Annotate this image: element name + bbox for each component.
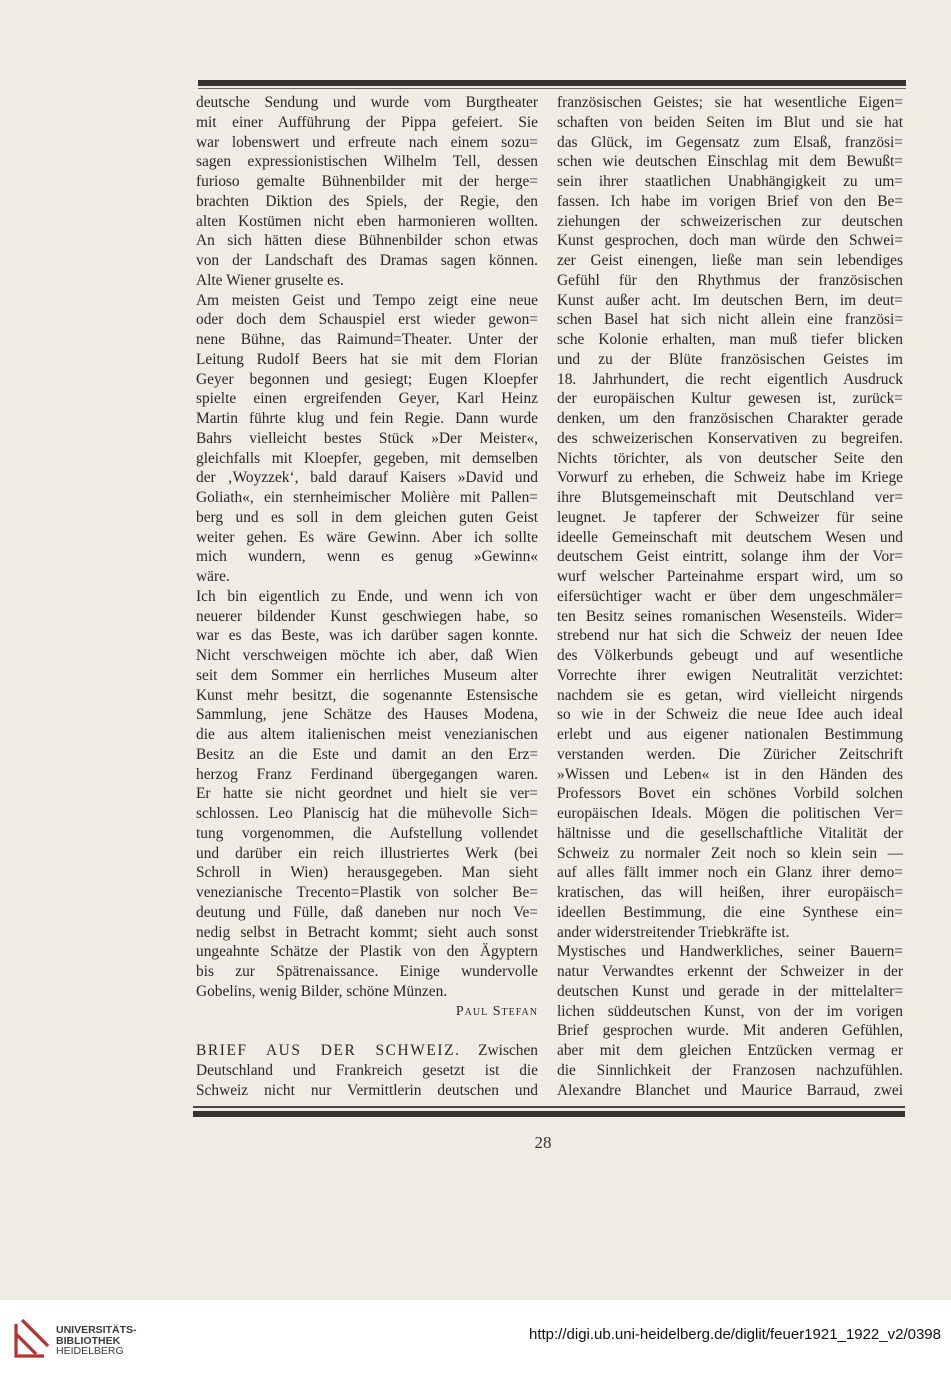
text-line: wurf welscher Parteinahme erspart wird, um so bbox=[557, 568, 903, 585]
text-line: Er hatte sie nicht geordnet und hielt sie ver= bbox=[196, 785, 538, 803]
text-line: nedig selbst in Betracht kommt; sieht auch sonst bbox=[196, 923, 538, 941]
text-line: französischen Geistes; sie hat wesentliche Eigen= bbox=[557, 94, 903, 111]
text-line: Kunst mehr besitzt, die sogenannte Estensische bbox=[196, 686, 538, 704]
text-line: Goliath«, ein sternheimischer Molière mit Pallen= bbox=[196, 489, 538, 506]
text-line: Vorrechte ihrer ewigen Neutralität verzichtet: bbox=[557, 666, 903, 684]
library-name-line: UNIVERSITÄTS- bbox=[56, 1324, 137, 1336]
text-line: Leitung Rudolf Beers hat sie mit dem Florian bbox=[196, 350, 538, 368]
text-line: furioso gemalte Bühnenbilder mit der herge= bbox=[196, 173, 538, 190]
text-line: leugnet. Je tapferer der Schweizer für seine bbox=[557, 508, 903, 526]
text-line: Gefühl für den Rhythmus der französischen bbox=[557, 271, 903, 289]
text-line: europäischen Ideals. Mögen die politischen Ver= bbox=[557, 805, 903, 822]
text-line: Brief gesprochen wurde. Mit anderen Gefühlen, bbox=[557, 1022, 903, 1040]
top-rule bbox=[198, 80, 906, 86]
text-line: Ich bin eigentlich zu Ende, und wenn ich von bbox=[196, 587, 538, 605]
text-line: des schweizerischen Konservativen zu begreifen. bbox=[557, 429, 903, 447]
library-logo-icon bbox=[10, 1318, 50, 1362]
text-line: sche Kolonie erhalten, man muß tiefer blicken bbox=[557, 331, 903, 348]
right-column bbox=[557, 93, 903, 1100]
text-line: das Glück, im Gegensatz zum Elsaß, französi= bbox=[557, 133, 903, 151]
text-line: Schweiz zu normaler Zeit noch so klein sein — bbox=[557, 844, 903, 862]
text-line: die Sinnlichkeit der Franzosen nachzufühlen. bbox=[557, 1061, 903, 1079]
viewer-footer bbox=[0, 1300, 951, 1380]
text-line: natur Verwandtes erkennt der Schweizer in der bbox=[557, 963, 903, 980]
text-line: zer Geist einengen, ließe man sein lebendiges bbox=[557, 252, 903, 269]
text-line: schaften von beiden Seiten im Blut und sie hat bbox=[557, 113, 903, 131]
text-line: Martin führte klug und fein Regie. Dann wurde bbox=[196, 410, 538, 427]
text-line: Alexandre Blanchet und Maurice Barraud, zwei bbox=[557, 1081, 903, 1099]
text-line: neuerer bildender Kunst geschwiegen habe, so bbox=[196, 607, 538, 625]
source-url-link[interactable]: http://digi.ub.uni-heidelberg.de/diglit/feuer1921_1922_v2/0398 bbox=[529, 1326, 941, 1343]
section-first-line bbox=[196, 1041, 538, 1061]
text-line: Kunst gesprochen, doch man würde den Schwei= bbox=[557, 232, 903, 250]
text-line: Mystisches und Handwerkliches, seiner Bauern= bbox=[557, 943, 903, 961]
text-line: nachdem sie es getan, wird vielleicht nirgends bbox=[557, 686, 903, 704]
text-fragment: Zwischen bbox=[478, 1042, 538, 1059]
text-line: 18. Jahrhundert, die recht eigentlich Ausdruck bbox=[557, 370, 903, 388]
text-line: ungeahnte Schätze der Plastik von den Ägyptern bbox=[196, 943, 538, 961]
text-line: mich wundern, wenn es genug »Gewinn« bbox=[196, 548, 538, 566]
bottom-rule bbox=[193, 1106, 905, 1120]
text-line: deutsche Sendung und wurde vom Burgtheater bbox=[196, 94, 538, 111]
text-line: verstanden werden. Die Züricher Zeitschrift bbox=[557, 745, 903, 763]
text-line: ten Besitz seines romanischen Wesensteils. Wider= bbox=[557, 607, 903, 625]
text-line: Alte Wiener gruselte es. bbox=[196, 271, 344, 289]
text-line: so wie in der Schweiz die neue Idee auch ideal bbox=[557, 706, 903, 724]
text-line: Deutschland und Frankreich gesetzt ist die bbox=[196, 1061, 538, 1079]
text-line: nene Bühne, das Raimund=Theater. Unter der bbox=[196, 331, 538, 348]
text-line: war lobenswert und erfreute nach einem sozu= bbox=[196, 133, 538, 151]
author-signature: Paul Stefan bbox=[455, 1003, 538, 1019]
text-line: des Völkerbunds gebeugt und auf wesentliche bbox=[557, 647, 903, 664]
text-line: und darüber ein reich illustriertes Werk (bei bbox=[196, 844, 538, 862]
text-line: oder doch dem Schauspiel erst wieder gewon= bbox=[196, 311, 538, 329]
library-name-line: BIBLIOTHEK bbox=[56, 1334, 121, 1347]
library-name bbox=[56, 1325, 137, 1357]
text-line: weiter gehen. Es wäre Gewinn. Aber ich sollte bbox=[196, 528, 538, 546]
text-line: schlossen. Leo Planiscig hat die mühevolle Sich= bbox=[196, 805, 538, 822]
text-line: Am meisten Geist und Tempo zeigt eine neue bbox=[196, 291, 538, 309]
text-line: Schweiz nicht nur Vermittlerin deutschen und bbox=[196, 1081, 538, 1099]
text-line: ziehungen der schweizerischen zur deutschen bbox=[557, 212, 903, 230]
text-line: Geyer begonnen und gesiegt; Eugen Kloepfer bbox=[196, 370, 538, 388]
text-line: eifersüchtiger wacht er über dem ungeschmäler= bbox=[557, 587, 903, 605]
text-line: war es das Beste, was ich darüber sagen konnte. bbox=[196, 627, 538, 645]
text-line: Vorwurf zu erheben, die Schweiz habe im Kriege bbox=[557, 469, 903, 487]
text-line: und zu der Blüte französischen Geistes im bbox=[557, 350, 903, 368]
text-line: deutung und Fülle, daß daneben nur noch Ve= bbox=[196, 903, 538, 921]
text-line: An sich hätten diese Bühnenbilder schon etwas bbox=[196, 232, 538, 250]
text-line: spielte einen ergreifenden Geyer, Karl Heinz bbox=[196, 390, 538, 408]
text-line: »Wissen und Leben« ist in den Händen des bbox=[557, 765, 903, 783]
text-line: denken, um den französischen Charakter gerade bbox=[557, 410, 903, 427]
text-line: ihre Blutsgemeinschaft mit Deutschland ver= bbox=[557, 489, 903, 506]
text-line: deutschen Kunst und gerade in der mittelalter= bbox=[557, 982, 903, 1000]
text-line: mit einer Aufführung der Pippa gefeiert. Sie bbox=[196, 113, 538, 131]
text-line: Schroll in Wien) herausgegeben. Man sieht bbox=[196, 864, 538, 882]
text-line: strebend nur hat sich die Schweiz der neuen Idee bbox=[557, 627, 903, 645]
text-line: Bahrs vielleicht bestes Stück »Der Meister«, bbox=[196, 429, 538, 447]
text-line: der ‚Woyzzek‘, bald darauf Kaisers »David und bbox=[196, 469, 538, 487]
text-line: auf alles fällt immer noch ein Glanz ihrer demo= bbox=[557, 864, 903, 882]
text-line: von der Landschaft des Dramas sagen können. bbox=[196, 252, 538, 269]
text-line: brachten Diktion des Spiels, der Regie, den bbox=[196, 192, 538, 210]
text-line: alten Kostümen nicht eben harmonieren wollten. bbox=[196, 212, 538, 230]
text-line: Besitz an die Este und damit an den Erz= bbox=[196, 745, 538, 763]
text-line: schen Basel hat sich nicht allein eine französi= bbox=[557, 311, 903, 329]
text-line: erlebt und aus eigener nationalen Bestimmung bbox=[557, 726, 903, 743]
text-line: sein ihrer staatlichen Unabhängigkeit zu um= bbox=[557, 173, 903, 190]
text-line: ideellen Bestimmung, die eine Synthese ein= bbox=[557, 903, 903, 921]
text-line: berg und es soll in dem gleichen guten Geist bbox=[196, 508, 538, 526]
text-line: herzog Franz Ferdinand übergegangen waren. bbox=[196, 765, 538, 783]
text-line: Sammlung, jene Schätze des Hauses Modena, bbox=[196, 706, 538, 724]
library-name-line: HEIDELBERG bbox=[56, 1345, 124, 1357]
text-line: deutschem Geist eintritt, solange ihm der Vor= bbox=[557, 548, 903, 566]
text-line: Gobelins, wenig Bilder, schöne Münzen. bbox=[196, 982, 448, 1000]
text-line: aber mit dem gleichen Entzücken vermag er bbox=[557, 1042, 903, 1059]
text-line: bis zur Spätrenaissance. Einige wundervolle bbox=[196, 963, 538, 980]
text-line: Nicht verschweigen möchte ich aber, daß Wien bbox=[196, 647, 538, 664]
text-line: die aus altem italienischen meist venezianischen bbox=[196, 726, 538, 743]
text-line: venezianische Trecento=Plastik von solcher Be= bbox=[196, 884, 538, 901]
text-line: seit dem Sommer ein herrliches Museum alter bbox=[196, 666, 538, 684]
text-line: hältnisse und die gesellschaftliche Vitalität der bbox=[557, 824, 903, 842]
section-heading: BRIEF AUS DER SCHWEIZ. bbox=[196, 1042, 461, 1059]
text-line: schen wie deutschen Einschlag mit dem Bewußt= bbox=[557, 153, 903, 171]
text-line: tung vorgenommen, die Aufstellung vollendet bbox=[196, 824, 538, 842]
text-line: fassen. Ich habe im vorigen Brief von den Be= bbox=[557, 192, 903, 210]
text-line: sagen expressionistischen Wilhelm Tell, dessen bbox=[196, 153, 538, 171]
text-line: wäre. bbox=[196, 568, 230, 585]
text-line: Kunst außer acht. Im deutschen Bern, im deut= bbox=[557, 291, 903, 309]
page-number: 28 bbox=[534, 1133, 552, 1152]
text-line: gleichfalls mit Kloepfer, gegeben, mit demselben bbox=[196, 449, 538, 467]
left-column bbox=[196, 93, 538, 1100]
text-line: kratischen, das will heißen, ihrer europäisch= bbox=[557, 884, 903, 901]
text-line: ander widerstreitender Triebkräfte ist. bbox=[557, 923, 790, 941]
text-line: der europäischen Kultur gewesen ist, zurück= bbox=[557, 390, 903, 408]
text-line: Professors Bovet ein schönes Vorbild solchen bbox=[557, 785, 903, 803]
text-line: lichen süddeutschen Kunst, von der im vorigen bbox=[557, 1002, 903, 1020]
text-line: ideelle Gemeinschaft mit deutschem Wesen und bbox=[557, 528, 903, 546]
text-line: Nichts törichter, als von deutscher Seite den bbox=[557, 449, 903, 467]
